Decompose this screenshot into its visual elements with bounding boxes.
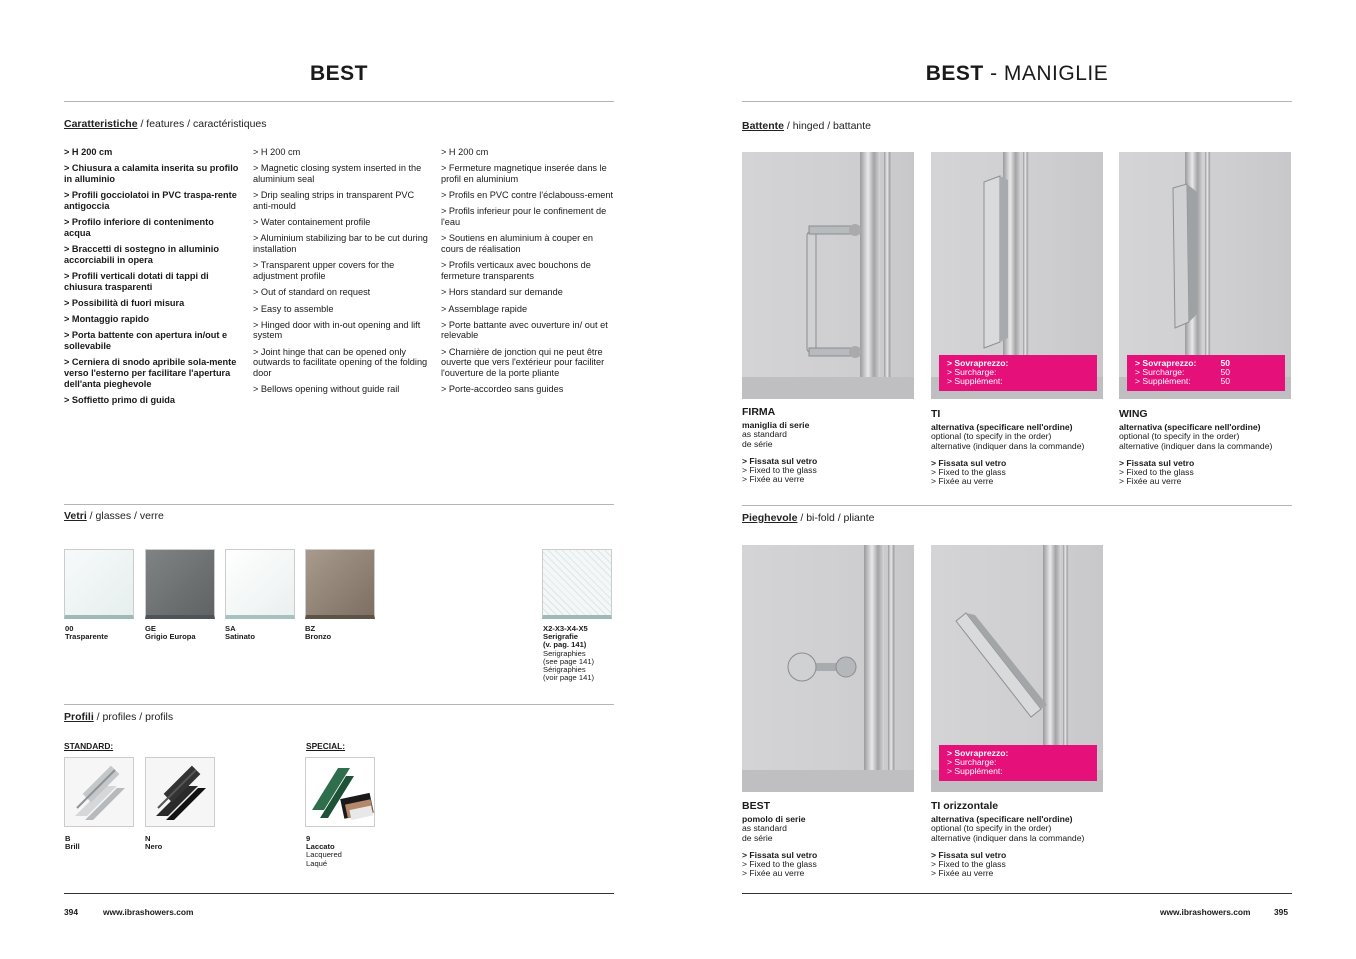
feature-item: > H 200 cm — [441, 147, 489, 157]
glass-swatch-satinato — [225, 549, 295, 619]
feature-item: > Profils inferieur pour le confinement de l'eau — [441, 206, 607, 228]
handle-photo-best — [742, 545, 914, 792]
left-page-number: 394 — [64, 907, 78, 917]
feature-item: > Profili gocciolatoi in PVC traspa-rente antigoccia — [64, 190, 237, 211]
feature-item: > H 200 cm — [253, 147, 301, 157]
divider — [742, 101, 1292, 102]
feature-item: > Transparent upper covers for the adjustment profile — [253, 260, 395, 282]
standard-label: STANDARD: — [64, 741, 114, 751]
feature-item: > Profili verticali dotati di tappi di chiusura trasparenti — [64, 271, 209, 292]
feature-item: > H 200 cm — [64, 147, 113, 157]
profile-caption-special: 9 Laccato Lacquered Laqué — [306, 834, 342, 868]
footer-rule — [64, 893, 614, 894]
glass-swatch-serigrafie — [542, 549, 612, 619]
profile-image-laccato — [305, 757, 375, 827]
feature-item: > Assemblage rapide — [441, 303, 528, 314]
right-page-number: 395 — [1274, 907, 1288, 917]
feature-item: > Braccetti di sostegno in alluminio accorciabili in opera — [64, 244, 219, 265]
feature-item: > Profils verticaux avec bouchons de fermeture transparents — [441, 260, 591, 282]
footer-rule — [742, 893, 1292, 894]
glass-caption: BZ Bronzo — [305, 624, 332, 642]
feature-item: > Hinged door with in-out opening and lift system — [253, 319, 421, 341]
feature-item: > Magnetic closing system inserted in the aluminium seal — [253, 163, 422, 184]
feature-item: > Montaggio rapido — [64, 314, 149, 325]
feature-item: > Possibilità di fuori misura — [64, 298, 185, 309]
divider — [64, 704, 614, 705]
profile-caption: B Brill — [65, 834, 80, 852]
divider — [742, 505, 1292, 506]
surcharge-badge: > Sovraprezzo: > Surcharge: > Supplément: — [939, 355, 1097, 391]
glass-swatch-trasparente — [64, 549, 134, 619]
feature-item: > Soffietto primo di guida — [64, 395, 176, 406]
feature-item: > Porta battente con apertura in/out e sollevabile — [64, 330, 228, 352]
feature-item: > Aluminium stabilizing bar to be cut during installation — [253, 233, 428, 255]
feature-item: > Joint hinge that can be opened only outwards to facilitate opening of the folding door — [253, 346, 428, 379]
glass-caption: GE Grigio Europa — [145, 624, 196, 642]
surcharge-badge: > Sovraprezzo: > Surcharge: > Supplément: — [939, 745, 1097, 781]
feature-item: > Profilo inferiore di contenimento acqua — [64, 217, 214, 238]
glasses-heading: Vetri / glasses / verre — [64, 510, 164, 522]
bifold-heading: Pieghevole / bi-fold / pliante — [742, 512, 875, 524]
glass-swatch-bronzo — [305, 549, 375, 619]
handle-caption-wing: WING alternativa (specificare nell'ordine) optional (to specify in the order) alternative (indiquer dans la commande) > Fissata sul vetro > Fixed to the glass > Fixée au verre — [1119, 408, 1273, 487]
feature-item: > Drip sealing strips in transparent PVC anti-mould — [253, 190, 415, 211]
profile-caption: N Nero — [145, 834, 163, 852]
features-list-it — [64, 147, 240, 411]
left-page-title: BEST — [309, 62, 368, 85]
divider — [64, 504, 614, 505]
left-site-link[interactable]: www.ibrashowers.com — [103, 907, 194, 917]
handle-caption-ti-orizzontale: TI orizzontale alternativa (specificare nell'ordine) optional (to specify in the order) alternative (indiquer dans la commande) > Fissata sul vetro > Fixed to the glass > Fixée au verre — [931, 800, 1085, 879]
features-heading: Caratteristiche / features / caractéristiques — [64, 118, 267, 130]
feature-item: > Porte-accordeo sans guides — [441, 384, 564, 395]
feature-item: > Cerniera di snodo apribile sola-mente verso l'esterno per facilitare l'apertura dell'anta pieghevole — [64, 357, 237, 390]
handle-photo-ti — [931, 152, 1103, 399]
profile-image-nero — [145, 757, 215, 827]
divider — [64, 101, 614, 102]
handle-photo-firma — [742, 152, 914, 399]
feature-item: > Bellows opening without guide rail — [253, 384, 400, 395]
glass-caption: SA Satinato — [225, 624, 255, 642]
hinged-heading: Battente / hinged / battante — [742, 120, 871, 132]
handle-photo-ti-orizzontale — [931, 545, 1103, 792]
right-site-link[interactable]: www.ibrashowers.com — [1160, 907, 1251, 917]
glass-swatch-grigio — [145, 549, 215, 619]
feature-item: > Chiusura a calamita inserita su profilo in alluminio — [64, 163, 239, 184]
handle-caption-firma: FIRMA maniglia di serie as standard de série > Fissata sul vetro > Fixed to the glass > Fixée au verre — [742, 406, 818, 485]
handle-photo-wing — [1119, 152, 1291, 399]
feature-item: > Water containement profile — [253, 217, 371, 228]
handle-caption-ti: TI alternativa (specificare nell'ordine) optional (to specify in the order) alternative (indiquer dans la commande) > Fissata sul vetro > Fixed to the glass > Fixée au verre — [931, 408, 1085, 487]
right-page-title: BEST - MANIGLIE — [925, 62, 1109, 85]
feature-item: > Soutiens en aluminium à couper en cours de réalisation — [441, 233, 593, 255]
feature-item: > Out of standard on request — [253, 287, 371, 298]
feature-item: > Hors standard sur demande — [441, 287, 563, 298]
profiles-heading: Profili / profiles / profils — [64, 711, 174, 723]
feature-item: > Fermeture magnetique inserée dans le profil en aluminium — [441, 163, 607, 184]
surcharge-badge: > Sovraprezzo: 50 > Surcharge: 50 > Supplément: 50 — [1127, 355, 1285, 391]
glass-caption: 00 Trasparente — [65, 624, 109, 642]
feature-item: > Easy to assemble — [253, 303, 334, 314]
feature-item: > Porte battante avec ouverture in/ out et relevable — [441, 319, 608, 341]
features-list-fr — [441, 147, 617, 401]
glass-caption-serigrafie: X2-X3-X4-X5 Serigrafie (v. pag. 141) Serigraphies (see page 141) Sérigraphies (voir page 141) — [543, 624, 595, 683]
feature-item: > Charnière de jonction qui ne peut être ouverte que vers l'extérieur pour faciliter l'ouverture de la porte pliante — [441, 346, 605, 379]
special-label: SPECIAL: — [306, 741, 346, 751]
profile-image-brill — [64, 757, 134, 827]
features-list-en — [253, 147, 429, 401]
feature-item: > Profils en PVC contre l'éclabouss-ement — [441, 190, 614, 201]
handle-caption-best: BEST pomolo di serie as standard de série > Fissata sul vetro > Fixed to the glass > Fixée au verre — [742, 800, 818, 879]
